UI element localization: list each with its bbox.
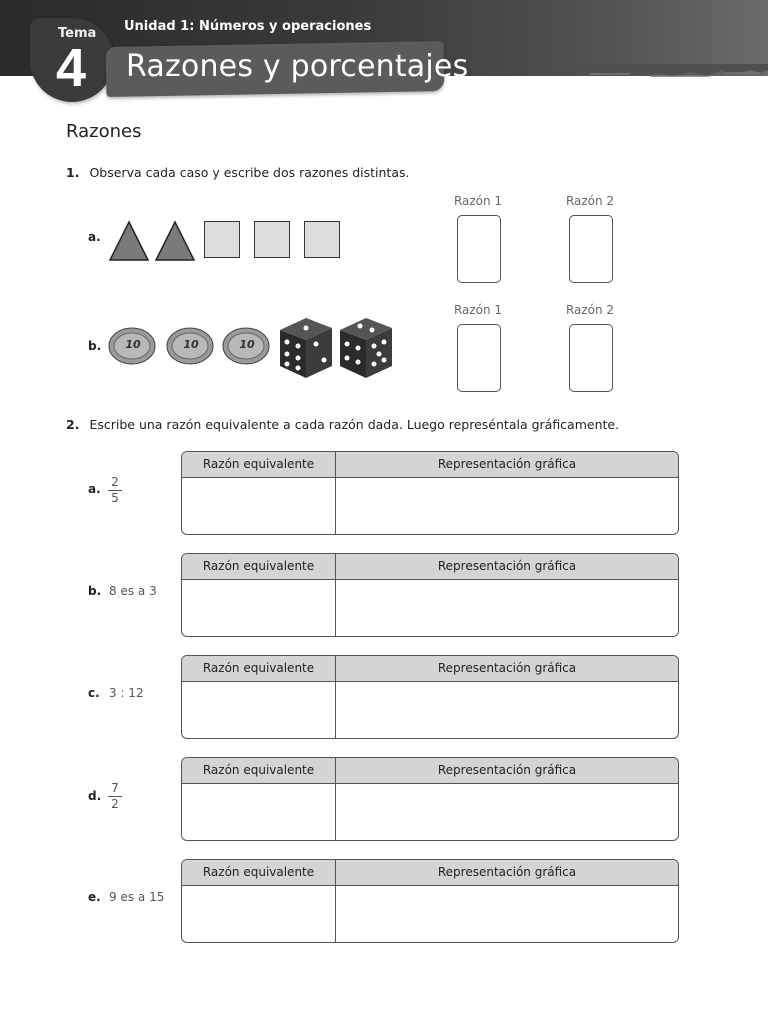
question-2 <box>66 417 619 432</box>
coin-value: 10 <box>239 338 255 351</box>
q2d-fraction <box>108 782 122 811</box>
q2e-graphic-cell[interactable] <box>336 886 678 943</box>
col-razon-equivalente: Razón equivalente <box>202 865 315 879</box>
coin-value: 10 <box>125 338 141 351</box>
dice-images <box>276 316 398 382</box>
q1a-razon-1-box[interactable] <box>457 215 501 283</box>
tema-number: 4 <box>56 38 87 98</box>
square-shape <box>304 221 340 258</box>
q2a-answer-cell[interactable] <box>182 478 335 535</box>
triangle-shapes <box>109 220 197 262</box>
q2b-given-ratio: 8 es a 3 <box>109 584 157 598</box>
q1a-razon-2-box[interactable] <box>569 215 613 283</box>
triangle-shape <box>110 222 148 260</box>
q1b-razon-1-label: Razón 1 <box>453 303 503 317</box>
page-title: Razones y porcentajes <box>126 49 469 84</box>
q2c-given-ratio: 3 : 12 <box>109 686 144 700</box>
tema-label: Tema <box>58 26 97 41</box>
col-razon-equivalente: Razón equivalente <box>202 661 315 675</box>
col-representacion-grafica: Representación gráfica <box>437 457 577 471</box>
question-2-number: 2. <box>66 417 80 432</box>
q2a-denominator: 5 <box>111 491 119 505</box>
q1b-razon-2-box[interactable] <box>569 324 613 392</box>
q2c-table <box>181 655 679 739</box>
q2-item-b-letter: b. <box>88 584 102 598</box>
col-representacion-grafica: Representación gráfica <box>437 763 577 777</box>
question-2-text: Escribe una razón equivalente a cada razón dada. Luego represéntala gráficamente. <box>89 417 620 432</box>
q1-item-b-letter: b. <box>88 339 102 353</box>
col-razon-equivalente: Razón equivalente <box>202 457 315 471</box>
q2a-graphic-cell[interactable] <box>336 478 678 535</box>
col-representacion-grafica: Representación gráfica <box>437 661 577 675</box>
q1b-razon-1-box[interactable] <box>457 324 501 392</box>
q2d-table <box>181 757 679 841</box>
q2a-fraction <box>108 476 122 505</box>
col-representacion-grafica: Representación gráfica <box>437 559 577 573</box>
q2e-answer-cell[interactable] <box>182 886 335 943</box>
col-razon-equivalente: Razón equivalente <box>202 763 315 777</box>
q2-item-d-letter: d. <box>88 789 102 803</box>
square-shape <box>204 221 240 258</box>
die-image <box>340 318 392 378</box>
q1a-razon-2-label: Razón 2 <box>565 194 615 208</box>
q2d-graphic-cell[interactable] <box>336 784 678 841</box>
q2c-answer-cell[interactable] <box>182 682 335 739</box>
question-1-text: Observa cada caso y escribe dos razones distintas. <box>89 165 410 180</box>
q2d-denominator: 2 <box>111 797 119 811</box>
section-title: Razones <box>66 121 142 142</box>
q2b-table <box>181 553 679 637</box>
q1a-razon-1-label: Razón 1 <box>453 194 503 208</box>
q1b-razon-2-label: Razón 2 <box>565 303 615 317</box>
unit-title: Unidad 1: Números y operaciones <box>124 19 372 34</box>
col-representacion-grafica: Representación gráfica <box>437 865 577 879</box>
coin-value: 10 <box>183 338 199 351</box>
question-1 <box>66 165 409 180</box>
square-shape <box>254 221 290 258</box>
q2e-given-ratio: 9 es a 15 <box>109 890 165 904</box>
q2b-answer-cell[interactable] <box>182 580 335 637</box>
q2b-graphic-cell[interactable] <box>336 580 678 637</box>
q2d-numerator: 7 <box>111 781 119 795</box>
triangle-shape <box>156 222 194 260</box>
q1-item-a-letter: a. <box>88 230 101 244</box>
q2-item-e-letter: e. <box>88 890 101 904</box>
q2d-answer-cell[interactable] <box>182 784 335 841</box>
q2a-numerator: 2 <box>111 475 119 489</box>
question-1-number: 1. <box>66 165 80 180</box>
q2c-graphic-cell[interactable] <box>336 682 678 739</box>
die-image <box>280 318 332 378</box>
q2a-table <box>181 451 679 535</box>
q2e-table <box>181 859 679 943</box>
header-rough-edge <box>560 64 768 84</box>
col-razon-equivalente: Razón equivalente <box>202 559 315 573</box>
q2-item-a-letter: a. <box>88 482 101 496</box>
q2-item-c-letter: c. <box>88 686 100 700</box>
